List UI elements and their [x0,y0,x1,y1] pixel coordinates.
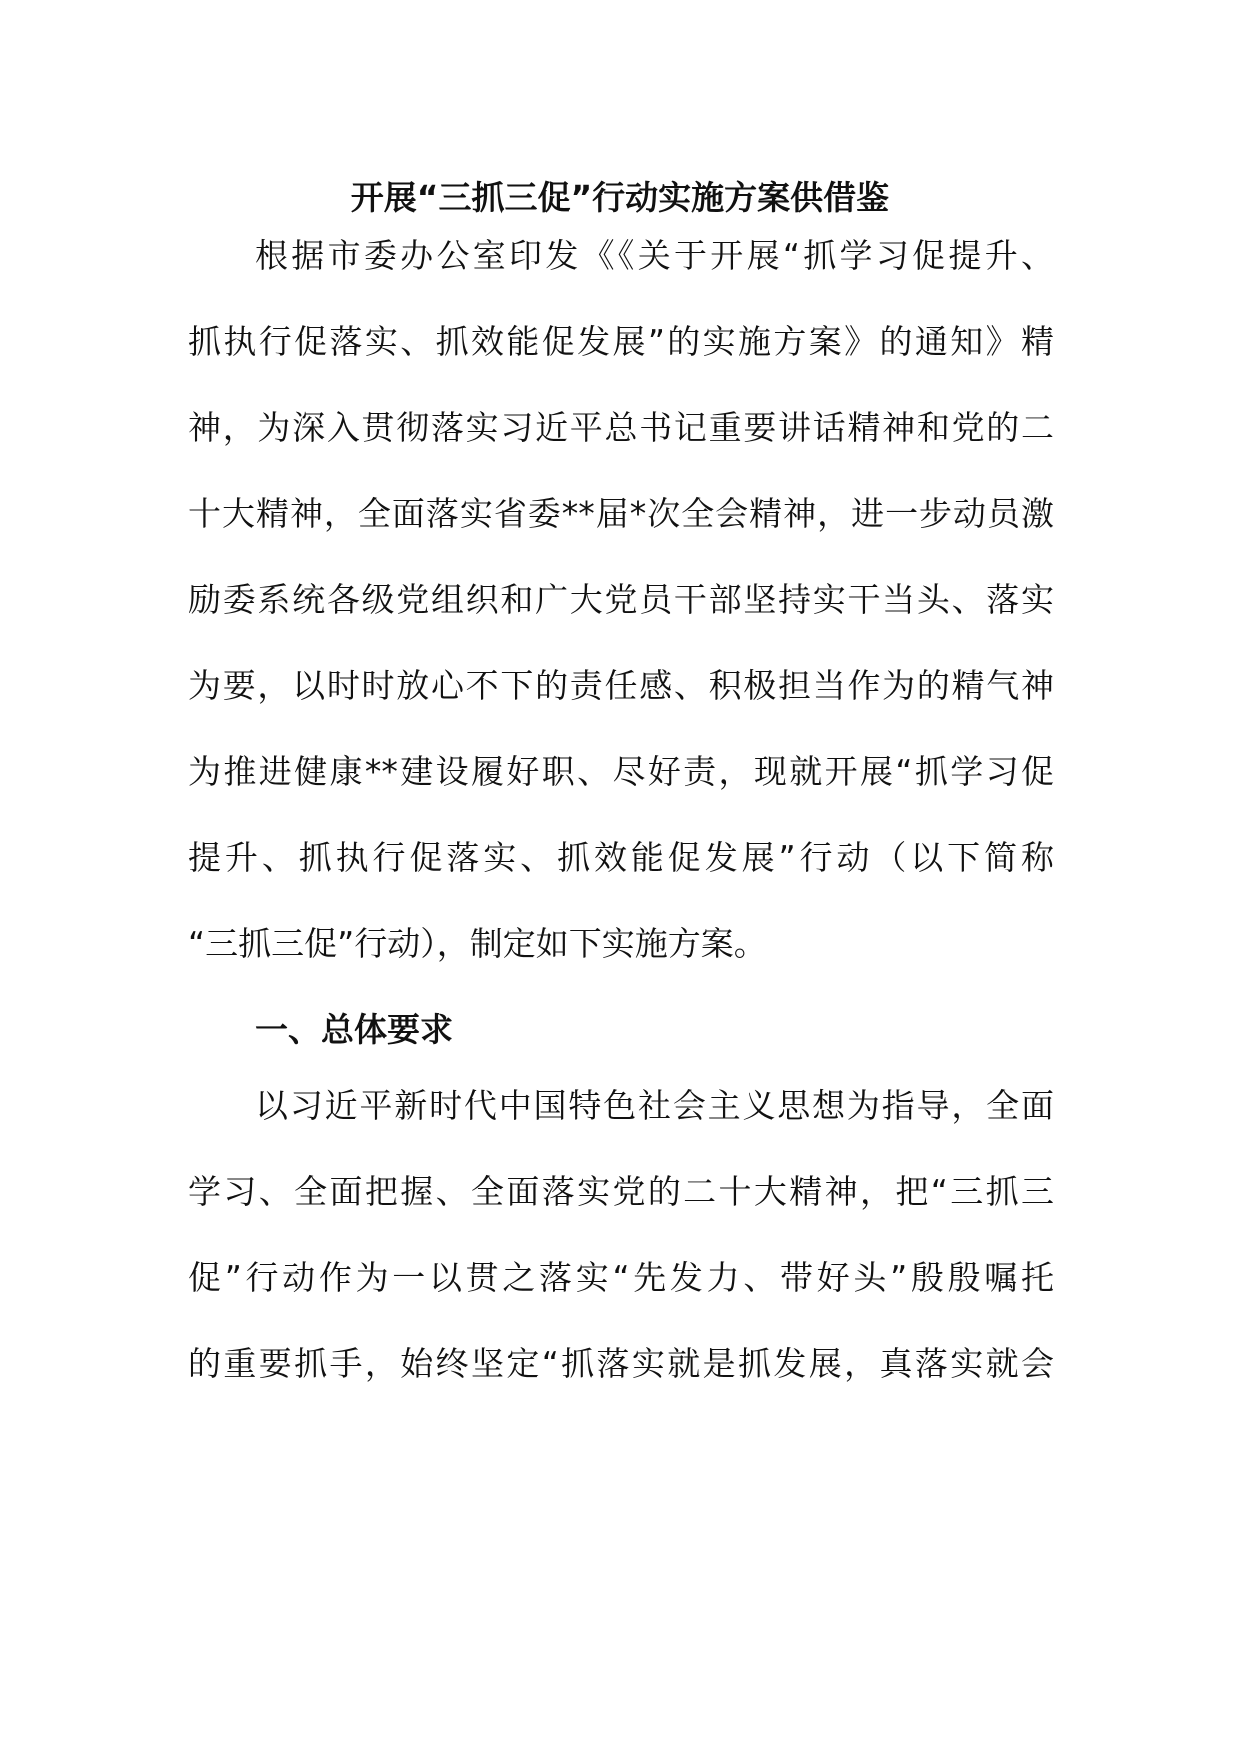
paragraph-line: 提升、抓执行促落实、抓效能促发展”行动（以下简称 [188,838,1054,877]
paragraph-line: 励委系统各级党组织和广大党员干部坚持实干当头、落实 [188,580,1054,619]
paragraph-line: 学习、全面把握、全面落实党的二十大精神，把“三抓三 [188,1172,1054,1211]
paragraph-line: 的重要抓手，始终坚定“抓落实就是抓发展，真落实就会 [188,1344,1054,1383]
paragraph-line: 十大精神，全面落实省委**届*次全会精神，进一步动员激 [188,494,1054,533]
paragraph-line: 促”行动作为一以贯之落实“先发力、带好头”殷殷嘱托 [188,1258,1054,1297]
paragraph-line: 根据市委办公室印发《《关于开展“抓学习促提升、 [255,236,1054,275]
paragraph-line: “三抓三促”行动），制定如下实施方案。 [188,924,767,963]
paragraph-line: 为要，以时时放心不下的责任感、积极担当作为的精气神 [188,666,1054,705]
paragraph-line: 神，为深入贯彻落实习近平总书记重要讲话精神和党的二 [188,408,1054,447]
document-title: 开展“三抓三促”行动实施方案供借鉴 [350,178,890,217]
paragraph-line: 以习近平新时代中国特色社会主义思想为指导，全面 [255,1086,1054,1125]
section-heading: 一、总体要求 [255,1010,453,1049]
paragraph-line: 抓执行促落实、抓效能促发展”的实施方案》的通知》精 [188,322,1054,361]
paragraph-line: 为推进健康**建设履好职、尽好责，现就开展“抓学习促 [188,752,1054,791]
